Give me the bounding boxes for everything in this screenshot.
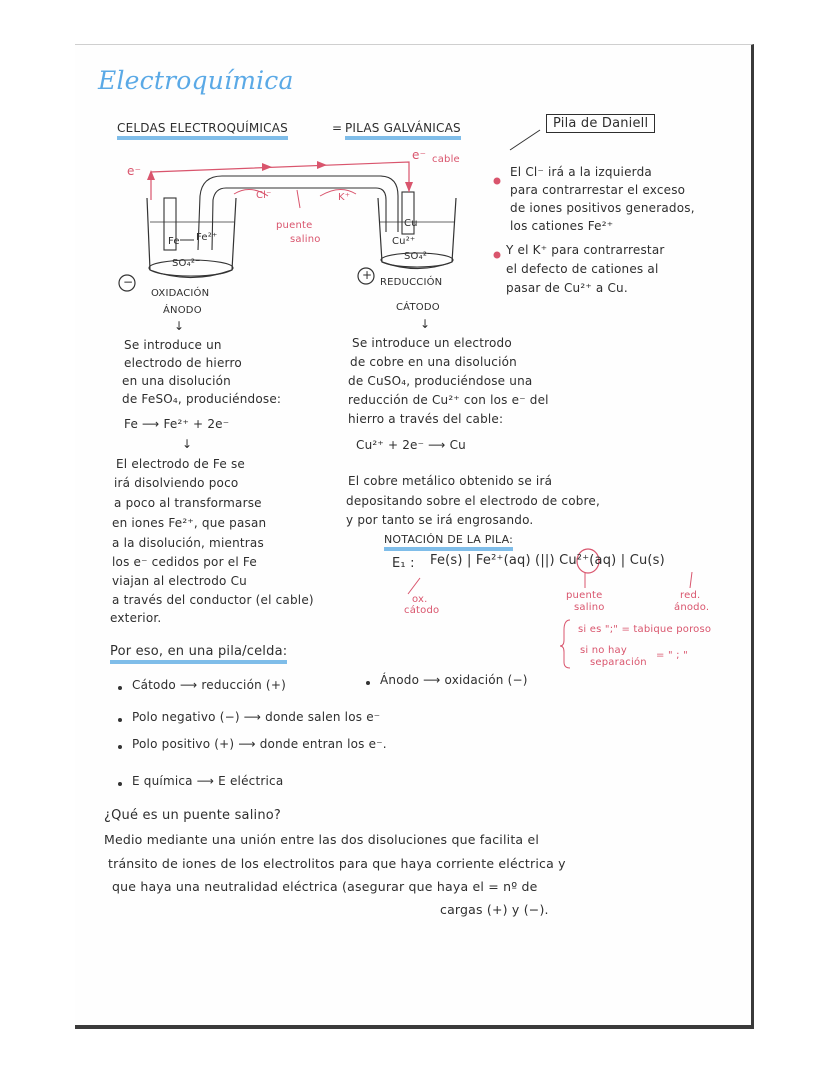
note1-line: de iones positivos generados, xyxy=(510,201,695,215)
arrow-down-left-2: ↓ xyxy=(182,437,193,451)
note2-line: el defecto de cationes al xyxy=(506,262,659,276)
left-reaction: Fe ⟶ Fe²⁺ + 2e⁻ xyxy=(124,417,230,431)
label-k: K⁺ xyxy=(338,192,351,203)
right-reaction: Cu²⁺ + 2e⁻ ⟶ Cu xyxy=(356,438,466,452)
notation-ox: ox. xyxy=(412,594,428,605)
left-p2-line: irá disolviendo poco xyxy=(114,476,239,490)
right-p1-line: reducción de Cu²⁺ con los e⁻ del xyxy=(348,393,549,407)
left-p1-line: Se introduce un xyxy=(124,338,222,352)
label-fe: Fe xyxy=(168,236,180,247)
summary-bullet-polo-positivo: Polo positivo (+) ⟶ donde entran los e⁻. xyxy=(132,737,387,751)
note1-line: los cationes Fe²⁺ xyxy=(510,219,614,233)
minus-sign: − xyxy=(123,275,134,289)
left-p2-line: a poco al transformarse xyxy=(114,496,262,510)
left-p1-line: en una disolución xyxy=(122,374,231,388)
label-cl: Cl⁻ xyxy=(256,190,272,201)
right-p1-line: hierro a través del cable: xyxy=(348,412,504,426)
label-e-right: e⁻ xyxy=(412,148,427,162)
notation-anodo: ánodo. xyxy=(674,602,710,613)
label-anodo: ÁNODO xyxy=(163,305,202,316)
heading-pilas: PILAS GALVÁNICAS xyxy=(345,121,461,140)
heading-equals: = xyxy=(332,121,343,135)
external-cable xyxy=(151,162,409,200)
page-title: Electroquímica xyxy=(98,66,294,95)
label-fe2: Fe²⁺ xyxy=(196,232,218,243)
left-p1-line: electrodo de hierro xyxy=(124,356,242,370)
notation-red: red. xyxy=(680,590,701,601)
summary-bullet-anodo: Ánodo ⟶ oxidación (−) xyxy=(380,673,528,687)
label-e-left: e⁻ xyxy=(127,164,142,178)
answer-line: que haya una neutralidad eléctrica (asegurar que haya el = nº de xyxy=(112,879,538,894)
label-cu2: Cu²⁺ xyxy=(392,236,416,247)
label-cable: cable xyxy=(432,154,460,165)
notation-formula: Fe(s) | Fe²⁺(aq) (||) Cu²⁺(aq) | Cu(s) xyxy=(430,553,665,568)
summary-bullet-catodo: Cátodo ⟶ reducción (+) xyxy=(132,678,286,692)
notation-puente: puente xyxy=(566,590,603,601)
label-so4-right: SO₄²⁻ xyxy=(404,251,433,262)
left-p2-line: los e⁻ cedidos por el Fe xyxy=(112,555,257,569)
notation-rule1: si es ";" = tabique poroso xyxy=(578,624,712,635)
note1-line: para contrarrestar el exceso xyxy=(510,183,686,197)
right-p2-line: y por tanto se irá engrosando. xyxy=(346,513,534,527)
right-p1-line: Se introduce un electrodo xyxy=(352,336,512,350)
summary-bullet-polo-negativo: Polo negativo (−) ⟶ donde salen los e⁻ xyxy=(132,710,381,724)
notation-salino: salino xyxy=(574,602,605,613)
answer-line: tránsito de iones de los electrolitos para que haya corriente eléctrica y xyxy=(108,856,566,871)
left-p2-line: a la disolución, mientras xyxy=(112,536,264,550)
notation-rule2c: = " ; " xyxy=(656,650,688,661)
notation-e1: E₁ : xyxy=(392,556,415,571)
summary-heading: Por eso, en una pila/celda: xyxy=(110,644,287,664)
label-salino: salino xyxy=(290,234,321,245)
notation-catodo: cátodo xyxy=(404,605,440,616)
note2-line: Y el K⁺ para contrarrestar xyxy=(506,243,665,257)
left-p2-line: viajan al electrodo Cu xyxy=(112,574,247,588)
heading-celdas: CELDAS ELECTROQUÍMICAS xyxy=(117,121,288,140)
notation-rule2b: separación xyxy=(590,657,647,668)
left-p1-line: de FeSO₄, produciéndose: xyxy=(122,392,282,406)
right-p1-line: de CuSO₄, produciéndose una xyxy=(348,374,533,388)
left-p2-line: El electrodo de Fe se xyxy=(116,457,246,471)
arrow-down-right: ↓ xyxy=(420,317,431,331)
right-p1-line: de cobre en una disolución xyxy=(350,355,517,369)
note2-line: pasar de Cu²⁺ a Cu. xyxy=(506,281,628,295)
note1-line: El Cl⁻ irá a la izquierda xyxy=(510,165,652,179)
arrow-down-left: ↓ xyxy=(174,319,185,333)
label-cu: Cu xyxy=(404,218,418,229)
question-heading: ¿Qué es un puente salino? xyxy=(104,808,282,823)
right-p2-line: depositando sobre el electrodo de cobre, xyxy=(346,494,601,508)
answer-line: Medio mediante una unión entre las dos disoluciones que facilita el xyxy=(104,832,540,847)
notation-heading: NOTACIÓN DE LA PILA: xyxy=(384,533,513,551)
label-reduccion: REDUCCIÓN xyxy=(380,277,443,288)
plus-sign: + xyxy=(362,268,373,282)
label-so4-left: SO₄²⁻ xyxy=(172,258,201,269)
right-p2-line: El cobre metálico obtenido se irá xyxy=(348,474,553,488)
label-catodo: CÁTODO xyxy=(396,302,440,313)
pila-daniell-box: Pila de Daniell xyxy=(546,114,655,133)
label-puente: puente xyxy=(276,220,313,231)
notation-rule2a: si no hay xyxy=(580,645,627,656)
summary-bullet-energia: E química ⟶ E eléctrica xyxy=(132,774,284,788)
left-p2-line: a través del conductor (el cable) xyxy=(112,593,314,607)
answer-line: cargas (+) y (−). xyxy=(440,902,549,917)
label-oxidacion: OXIDACIÓN xyxy=(151,288,210,299)
left-p2-line: en iones Fe²⁺, que pasan xyxy=(112,516,267,530)
left-p2-line: exterior. xyxy=(110,611,162,625)
